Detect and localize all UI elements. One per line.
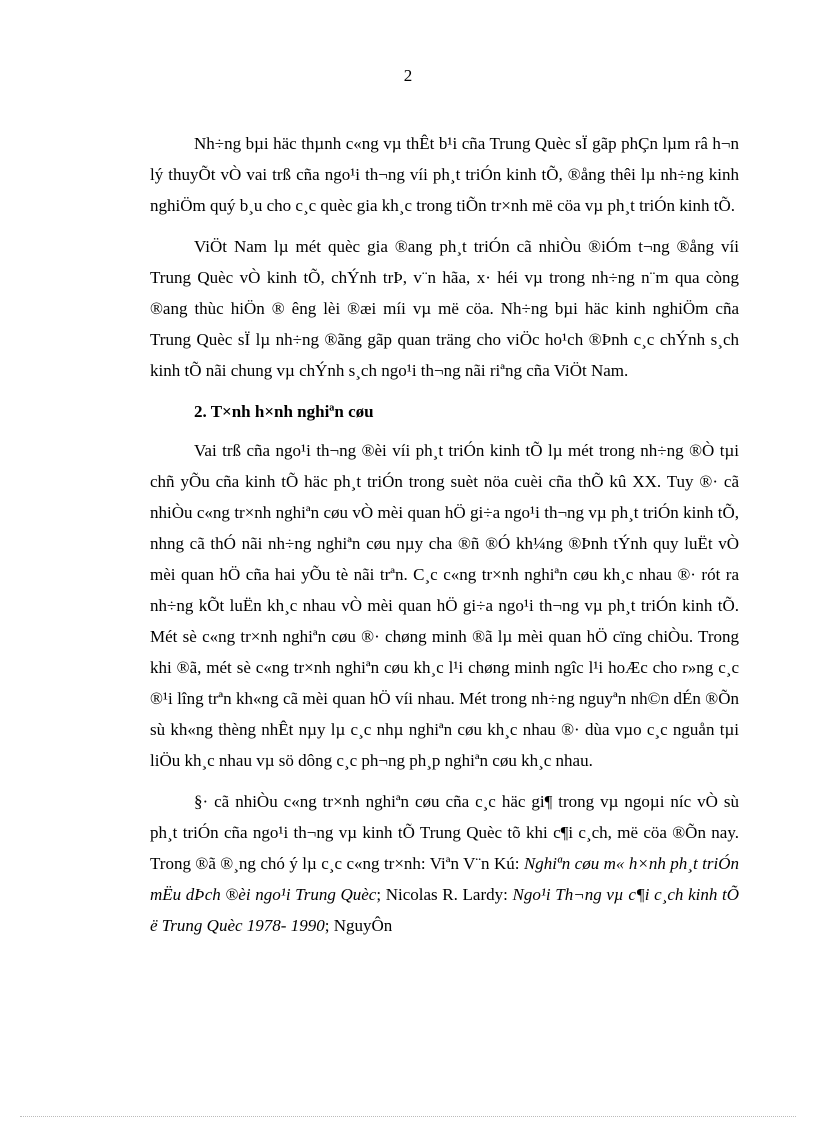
document-body [150,128,739,951]
literature-text-mid: ; Nicolas R. Lardy: [376,885,513,904]
literature-text-start: §· cã nhiÒu c«ng tr×nh nghiªn cøu cña c¸c häc gi¶ trong vµ ngoµi níc vÒ sù ph¸t triÓn cña ngo¹i th¬ng vµ kinh tÕ Trung Quèc tõ khi c¶i c¸ch, më cöa ®Õn nay. Trong ®ã ®¸ng chó ý lµ c¸c c«ng tr×nh: Viªn V¨n Kú: [150,792,739,873]
section-heading: 2. T×nh h×nh nghiªn cøu [194,402,374,421]
literature-text-end: ; NguyÔn [324,916,393,935]
work-title-vien-van-ky: Nghiªn cøu m« h×nh ph¸t triÓn mËu dÞch ®èi ngo¹i Trung Quèc [150,854,739,904]
page-bottom-divider [20,1116,796,1117]
paragraph-literature [150,786,739,941]
paragraph-research-role: Vai trß cña ngo¹i th¬ng ®èi víi ph¸t triÓn kinh tÕ lµ mét trong nh÷ng ®Ò tµi chñ yÕu cña kinh tÕ häc ph¸t triÓn trong suèt nöa cuèi cña thÕ kû XX. Tuy ®· cã nhiÒu c«ng tr×nh nghiªn cøu vÒ mèi quan hÖ gi÷a ngo¹i th¬ng vµ ph¸t triÓn kinh tÕ, nhng cã thÓ nãi nh÷ng nghiªn cøu nµy cha ®ñ ®Ó kh¼ng ®Þnh tÝnh quy luËt vÒ mèi quan hÖ cña hai yÕu tè nãi trªn. C¸c c«ng tr×nh nghiªn cøu kh¸c nhau ®· rót ra nh÷ng kÕt luËn kh¸c nhau vÒ mèi quan hÖ gi÷a ngo¹i th¬ng vµ ph¸t triÓn kinh tÕ. Mét sè c«ng tr×nh nghiªn cøu ®· chøng minh ®ã lµ mèi quan hÖ cïng chiÒu. Trong khi ®ã, mét sè c«ng tr×nh nghiªn cøu kh¸c l¹i chøng minh ngîc l¹i hoÆc cho r»ng c¸c ®¹i lîng trªn kh«ng cã mèi quan hÖ víi nhau. Mét trong nh÷ng nguyªn nh©n dÉn ®Õn sù kh«ng thèng nhÊt nµy lµ c¸c nhµ nghiªn cøu kh¸c nhau ®· dùa vµo c¸c nguån tµi liÖu kh¸c nhau vµ sö dông c¸c ph¬ng ph¸p nghiªn cøu kh¸c nhau. [150,441,739,770]
work-title-lardy: Ngo¹i Th¬ng vµ c¶i c¸ch kinh tÕ ë Trung Quèc 1978- 1990 [150,885,739,935]
page-number: 2 [403,66,413,85]
paragraph-lessons: Nh÷ng bµi häc thµnh c«ng vµ thÊt b¹i cña Trung Quèc sÏ gãp phÇn lµm râ h¬n lý thuyÕt vÒ vai trß cña ngo¹i th¬ng víi ph¸t triÓn kinh tÕ, ®ång thêi lµ nh÷ng kinh nghiÖm quý b¸u cho c¸c quèc gia kh¸c trong tiÕn tr×nh më cöa vµ ph¸t triÓn kinh tÕ. [150,134,739,215]
paragraph-vietnam: ViÖt Nam lµ mét quèc gia ®ang ph¸t triÓn cã nhiÒu ®iÓm t¬ng ®ång víi Trung Quèc vÒ kinh tÕ, chÝnh trÞ, v¨n hãa, x· héi vµ trong nh÷ng n¨m qua còng ®ang thùc hiÖn ® êng lèi ®æi míi vµ më cöa. Nh÷ng bµi häc kinh nghiÖm cña Trung Quèc sÏ lµ nh÷ng ®ãng gãp quan träng cho viÖc ho¹ch ®Þnh c¸c chÝnh s¸ch kinh tÕ nãi chung vµ chÝnh s¸ch ngo¹i th¬ng nãi riªng cña ViÖt Nam. [150,237,739,380]
